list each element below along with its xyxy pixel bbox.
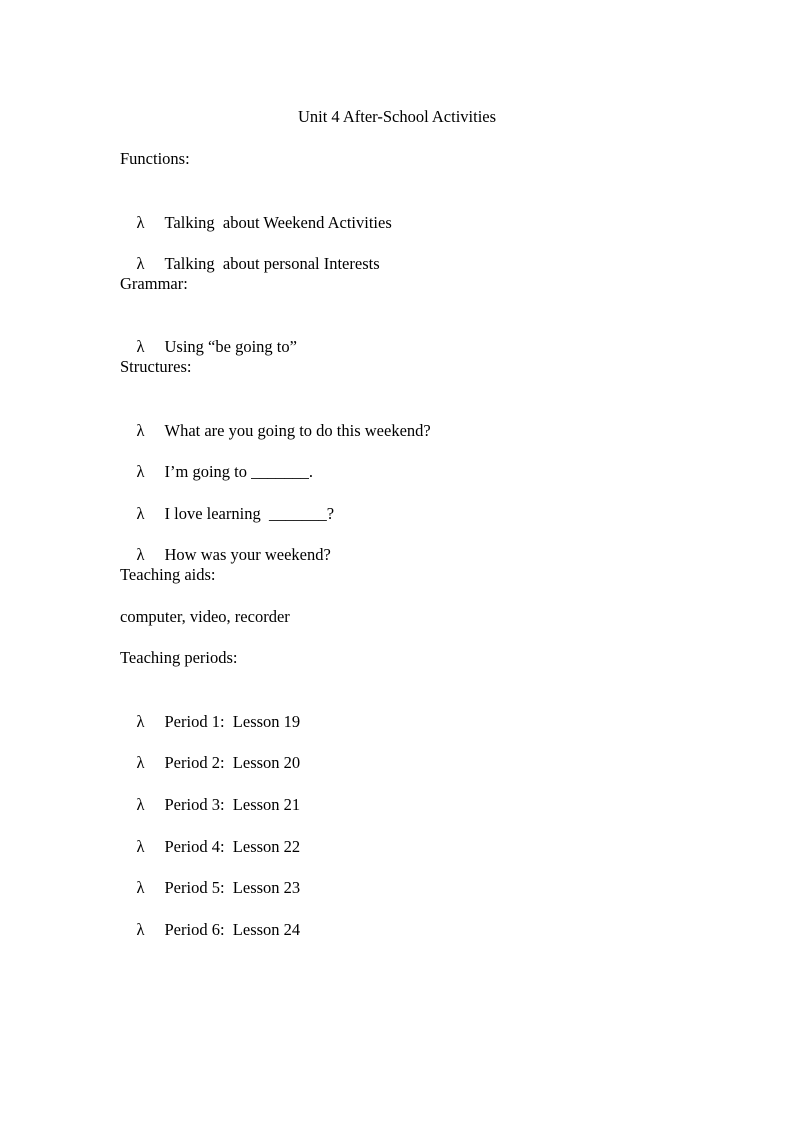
grammar-heading: Grammar:: [120, 274, 188, 293]
bullet-marker: λ: [136, 545, 145, 564]
period-item-text: Period 4: Lesson 22: [164, 837, 301, 856]
functions-item-text: Talking about personal Interests: [164, 254, 380, 273]
period-item-text: Period 1: Lesson 19: [164, 712, 301, 731]
grammar-item-text: Using “be going to”: [164, 337, 297, 356]
bullet-marker: λ: [136, 878, 145, 897]
teaching-periods-heading: Teaching periods:: [120, 648, 238, 667]
bullet-marker: λ: [136, 920, 145, 939]
period-item-text: Period 2: Lesson 20: [164, 753, 301, 772]
period-item-text: Period 6: Lesson 24: [164, 920, 301, 939]
period-item: [120, 897, 300, 963]
bullet-marker: λ: [136, 712, 145, 731]
structures-item-text: What are you going to do this weekend?: [164, 421, 431, 440]
teaching-aids-text: computer, video, recorder: [120, 607, 290, 626]
structures-item-text: I’m going to _______.: [164, 462, 313, 481]
bullet-marker: λ: [136, 421, 145, 440]
bullet-marker: λ: [136, 462, 145, 481]
period-item-text: Period 3: Lesson 21: [164, 795, 301, 814]
bullet-marker: λ: [136, 837, 145, 856]
bullet-marker: λ: [136, 254, 145, 273]
bullet-marker: λ: [136, 504, 145, 523]
structures-heading: Structures:: [120, 357, 192, 376]
bullet-marker: λ: [136, 795, 145, 814]
page-title: Unit 4 After-School Activities: [297, 107, 497, 126]
functions-item-text: Talking about Weekend Activities: [164, 213, 392, 232]
functions-heading: Functions:: [120, 149, 190, 168]
period-item-text: Period 5: Lesson 23: [164, 878, 301, 897]
structures-item-text: I love learning _______?: [164, 504, 335, 523]
bullet-marker: λ: [136, 753, 145, 772]
structures-item-text: How was your weekend?: [164, 545, 331, 564]
bullet-marker: λ: [136, 213, 145, 232]
teaching-aids-heading: Teaching aids:: [120, 565, 216, 584]
bullet-marker: λ: [136, 337, 145, 356]
